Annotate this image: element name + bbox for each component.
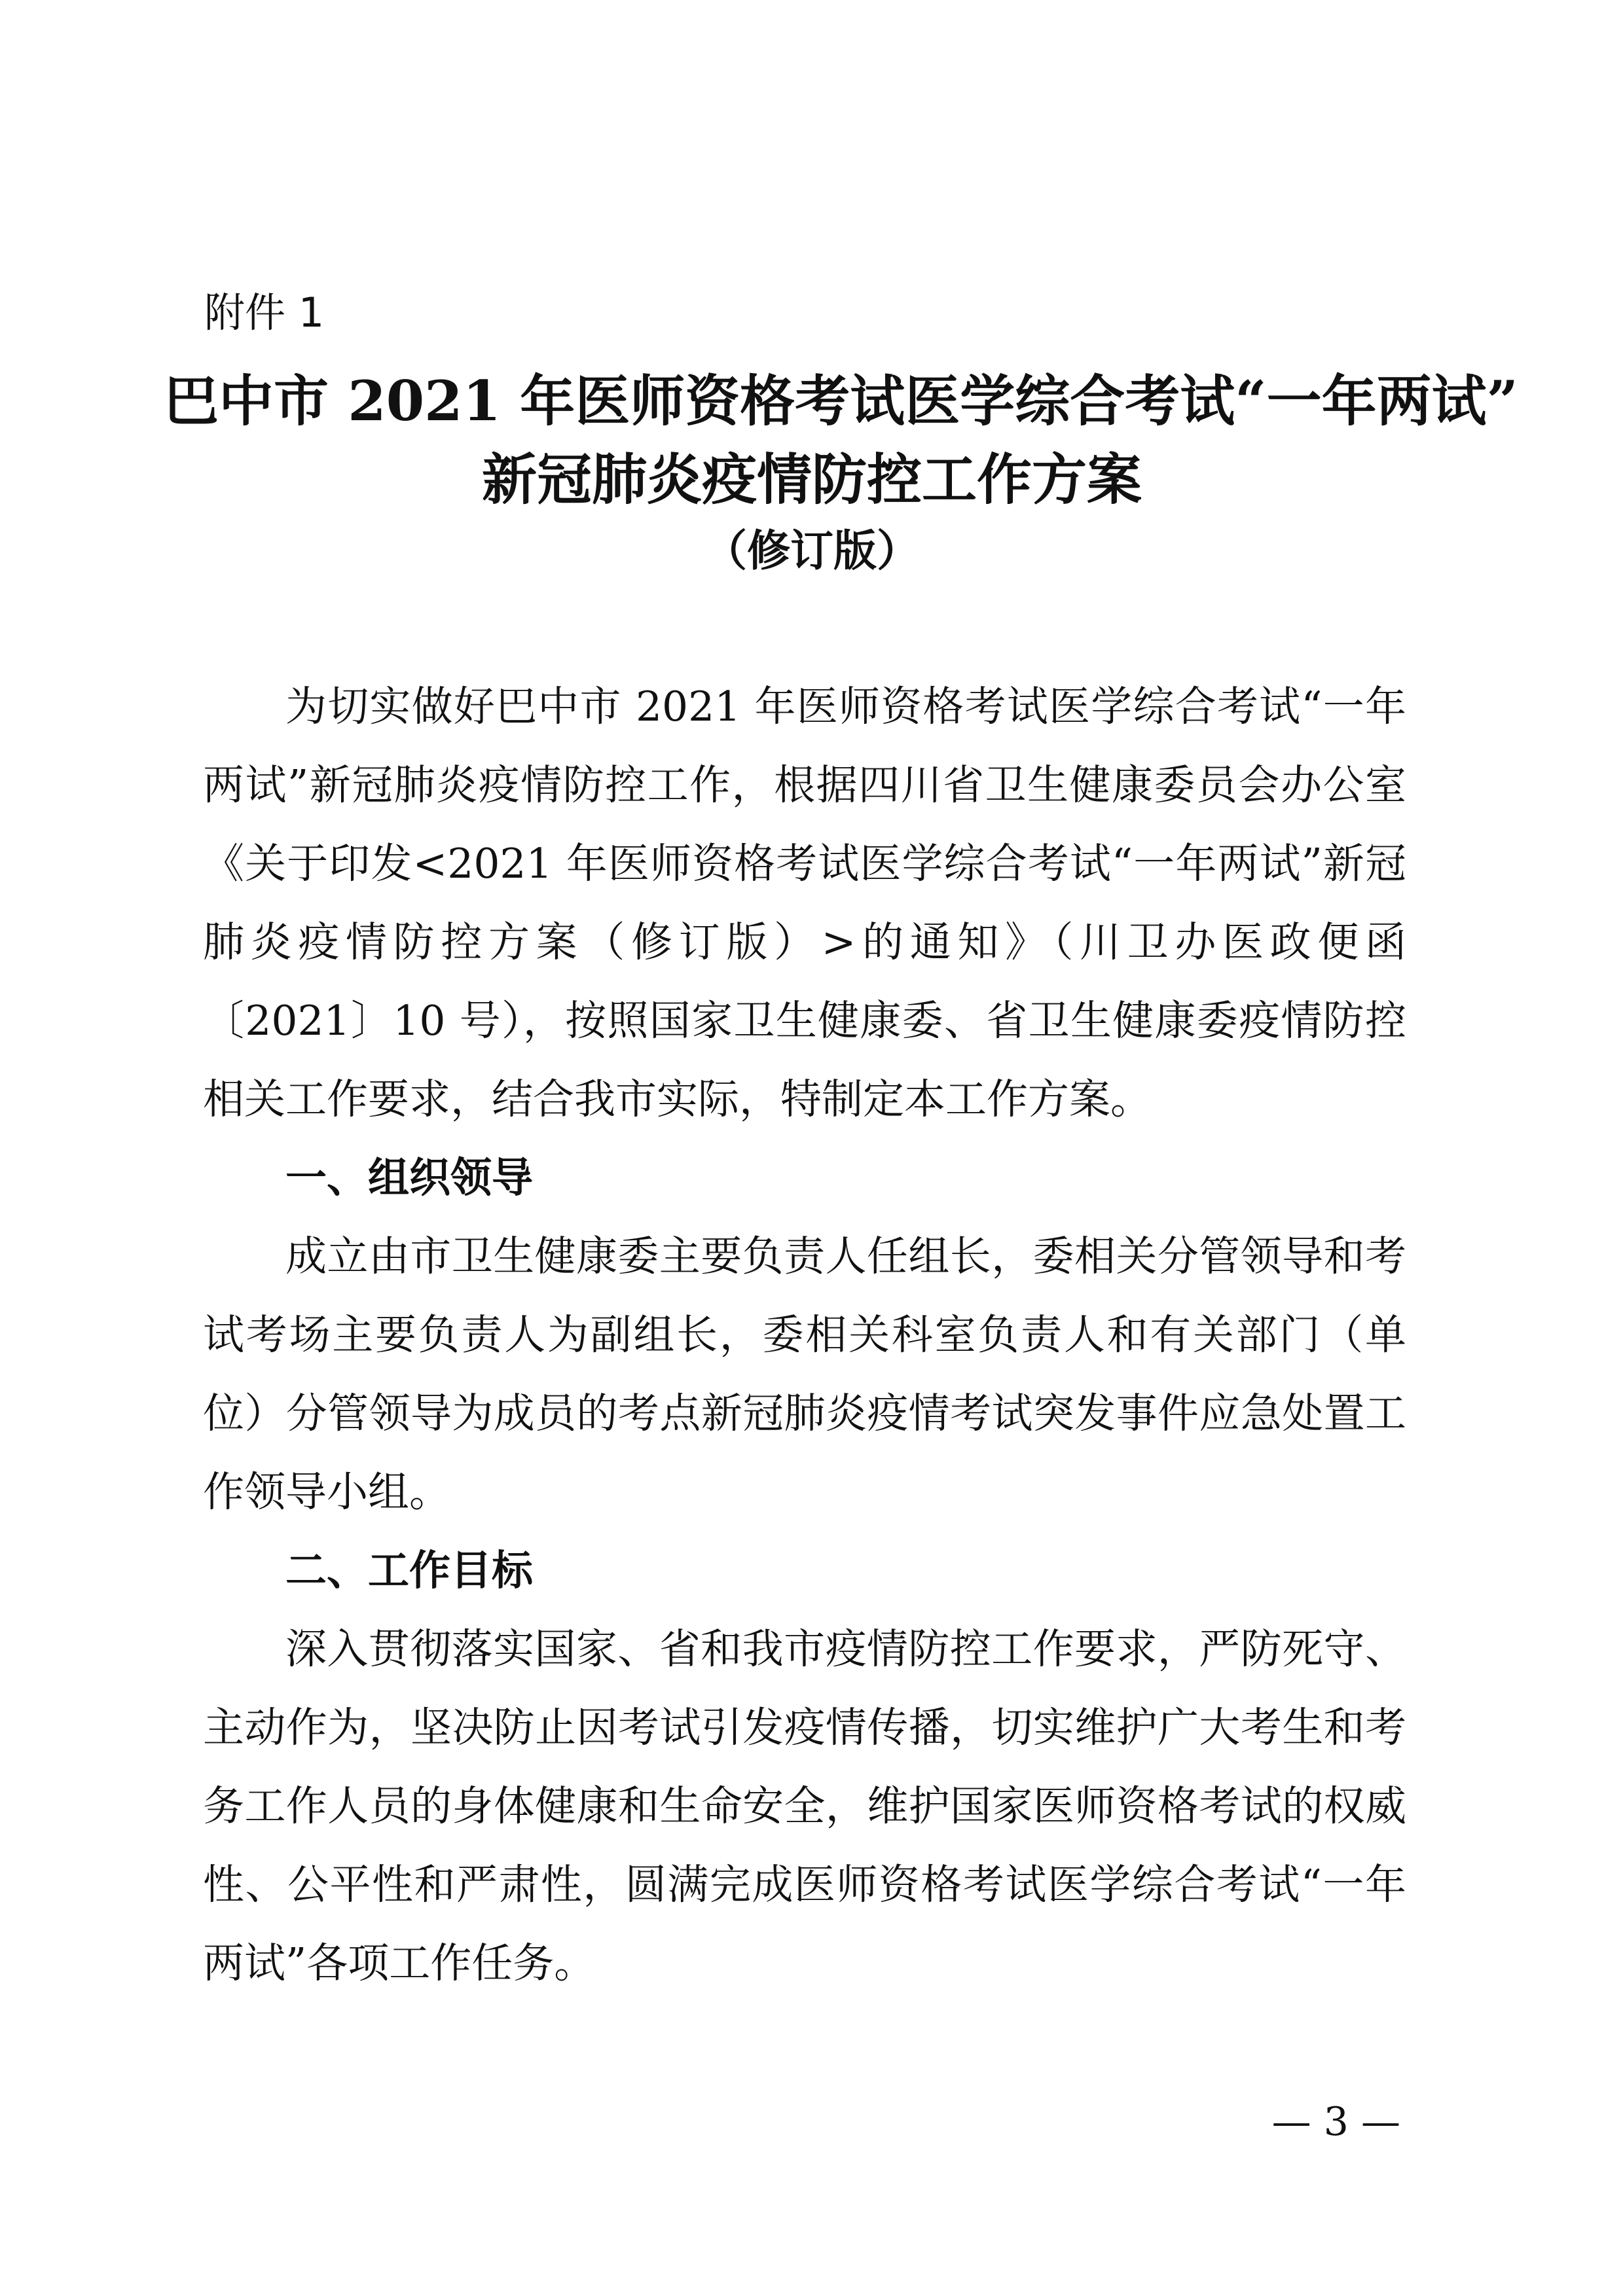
section-heading-organization: 一、组织领导 (285, 1154, 533, 1202)
section-heading-goals: 二、工作目标 (285, 1547, 533, 1594)
document-body (203, 668, 1406, 2003)
document-subtitle: （修订版） (704, 525, 920, 576)
document-title-line-2: 新冠肺炎疫情防控工作方案 (481, 447, 1142, 512)
goals-paragraph: 深入贯彻落实国家、省和我市疫情防控工作要求，严防死守、主动作为，坚决防止因考试引发疫情传播，切实维护广大考生和考务工作人员的身体健康和生命安全，维护国家医师资格考试的权威性、公平性和严肃性，圆满完成医师资格考试医学综合考试“一年两试”各项工作任务。 (203, 1625, 1406, 1987)
organization-paragraph: 成立由市卫生健康委主要负责人任组长，委相关分管领导和考试考场主要负责人为副组长，委相关科室负责人和有关部门（单位）分管领导为成员的考点新冠肺炎疫情考试突发事件应急处置工作领导小组。 (203, 1232, 1406, 1516)
page-number: — 3 — (1271, 2099, 1400, 2145)
document-title-line-1: 巴中市 2021 年医师资格考试医学综合考试“一年两试” (164, 368, 1518, 433)
intro-paragraph: 为切实做好巴中市 2021 年医师资格考试医学综合考试“一年两试”新冠肺炎疫情防控工作，根据四川省卫生健康委员会办公室《关于印发<2021 年医师资格考试医学综合考试“一年两试”新冠肺炎疫情防控方案（修订版）>的通知》（川卫办医政便函〔2021〕10 号），按照国家卫生健康委、省卫生健康委疫情防控相关工作要求，结合我市实际，特制定本工作方案。 (203, 683, 1406, 1123)
attachment-label: 附件 1 (204, 289, 325, 336)
